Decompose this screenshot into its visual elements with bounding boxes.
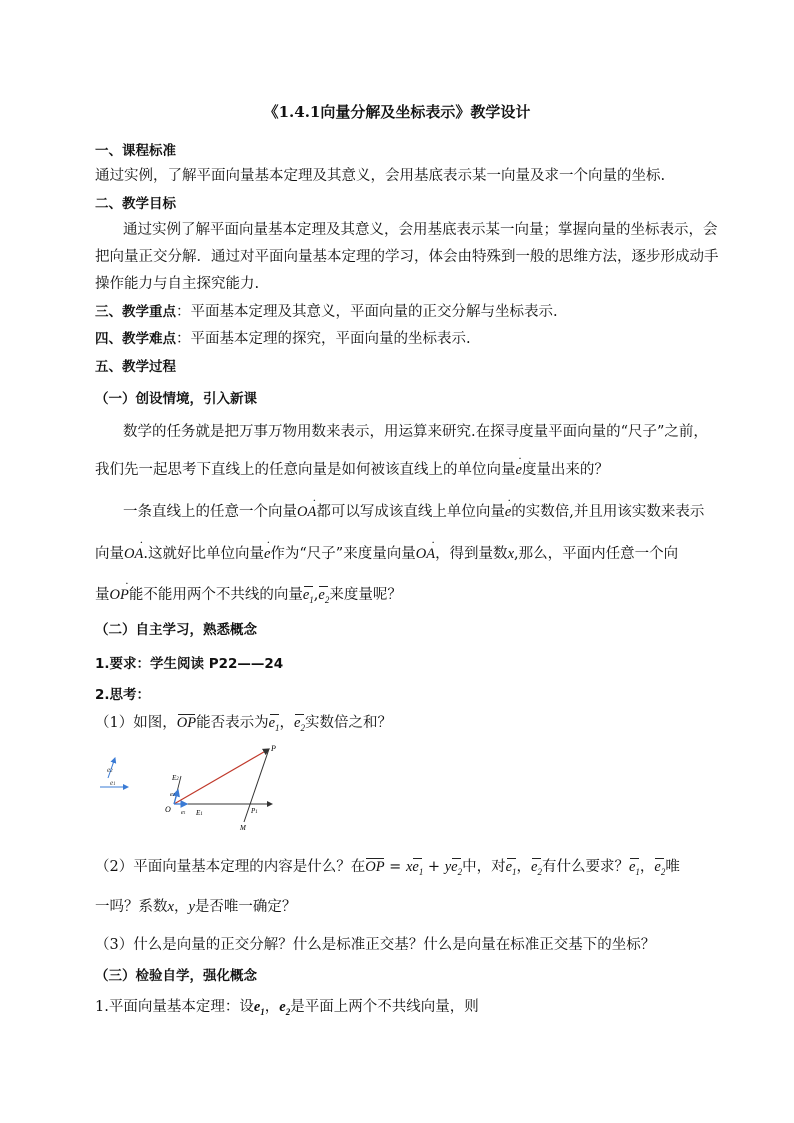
vector-decomposition-figure [90,740,290,840]
theorem-line: 1.平面向量基本定理：设$e_1$，$e_2$是平面上两个不共线向量，则 [95,999,479,1017]
label-E2: E2 [172,774,179,782]
vector-e1: $e_1$ [412,859,424,877]
heading-difficulties: 四、教学难点 [95,331,176,347]
heading-course-standard: 一、课程标准 [95,143,176,159]
think-label: 2.思考： [95,687,151,703]
label-M: M [240,824,246,832]
free-e2-label: e2 [107,766,113,774]
vector-e1: $e_1$ [505,859,517,877]
question-2-line-1: （2）平面向量基本定理的内容是什么？在OP = $xe_1 + ye_2$中，对$e_1$，$e_2$有什么要求？$e_1$，$e_2$唯 [95,859,680,877]
vector-e2: $e_2$ [294,715,305,733]
vector-OP: OP [365,859,385,875]
heading-part-1: （一）创设情境，引入新课 [95,391,257,407]
question-1: （1）如图，OP能否表示为$e_1$，$e_2$实数倍之和？ [95,715,392,733]
difficulties-line: 四、教学难点：平面基本定理的探究，平面向量的坐标表示. [95,331,471,347]
vector-e1: $e_1$ [268,715,280,733]
course-standard-text: 通过实例，了解平面向量基本定理及其意义，会用基底表示某一向量及求一个向量的坐标. [95,168,666,184]
vector-e2: $e_2$ [654,859,666,877]
key-points-text: 平面基本定理及其意义，平面向量的正交分解与坐标表示. [190,304,558,320]
vector-OA: OA · [297,504,316,521]
free-e1-label: e1 [110,779,116,787]
label-e1: e1 [181,810,186,816]
vector-OP: OP [176,715,197,731]
bold-e1: $e_1$ [253,999,265,1017]
question-2-line-2: 一吗？系数x，y是否唯一确定？ [95,899,297,915]
vector-e1: $e_1$ [628,859,640,877]
label-P1: P1 [251,807,258,815]
reading-requirement: 1.要求：学生阅读 P22——24 [95,656,284,672]
vector-OA: OA · [416,546,435,563]
difficulties-text: 平面基本定理的探究，平面向量的坐标表示. [190,331,471,347]
part1-line-4: 向量OA ·.这就好比单位向量e ·作为“尺子”来度量向量OA ·，得到量数x,那么，平面内任意一个向 [95,542,678,563]
label-O: O [165,805,171,814]
vector-e: e · [505,504,511,521]
vector-e: e · [264,546,270,563]
heading-teaching-process: 五、教学过程 [95,359,176,375]
vector-e2: $e_2$ [318,587,330,605]
label-e2: e2 [170,792,175,798]
heading-teaching-goals: 二、教学目标 [95,196,176,212]
label-E1: E1 [196,809,203,817]
vector-e2: $e_2$ [531,859,542,877]
question-3: （3）什么是向量的正交分解？什么是标准正交基？什么是向量在标准正交基下的坐标？ [95,937,656,953]
vector-OP-line [174,749,269,804]
heading-part-3: （三）检验自学，强化概念 [95,968,257,984]
part1-line-2: 我们先一起思考下直线上的任意向量是如何被该直线上的单位向量e ·度量出来的？ [95,458,609,479]
goals-line-3: 操作能力与自主探究能力. [95,276,260,292]
vector-e: e · [516,462,522,479]
key-points-line: 三、教学重点：平面基本定理及其意义，平面向量的正交分解与坐标表示. [95,304,558,320]
goals-line-2: 把向量正交分解．通过对平面向量基本定理的学习，体会由特殊到一般的思维方法，逐步形成动手 [95,249,719,265]
part1-line-3: 一条直线上的任意一个向量OA ·都可以写成该直线上单位向量e ·的实数倍,并且用该实数来表示 [123,500,704,521]
goals-line-1: 通过实例了解平面向量基本定理及其意义，会用基底表示某一向量；掌握向量的坐标表示，会 [123,222,718,238]
vector-e2: $e_2$ [451,859,463,877]
label-P: P [271,744,276,753]
document-title: 《1.4.1向量分解及坐标表示》教学设计 [263,103,531,121]
part1-line-1: 数学的任务就是把万事万物用数来表示，用运算来研究.在探寻度量平面向量的“尺子”之前， [123,424,708,440]
heading-part-2: （二）自主学习，熟悉概念 [95,622,257,638]
vector-e1: $e_1$ [302,587,314,605]
vector-OP: OP · [110,587,129,604]
part1-line-5: 量OP ·能不能用两个不共线的向量$e_1,e_2$来度量呢？ [95,583,402,605]
heading-key-points: 三、教学重点 [95,304,176,320]
vector-OA: OA · [124,546,143,563]
bold-e2: $e_2$ [279,999,291,1017]
